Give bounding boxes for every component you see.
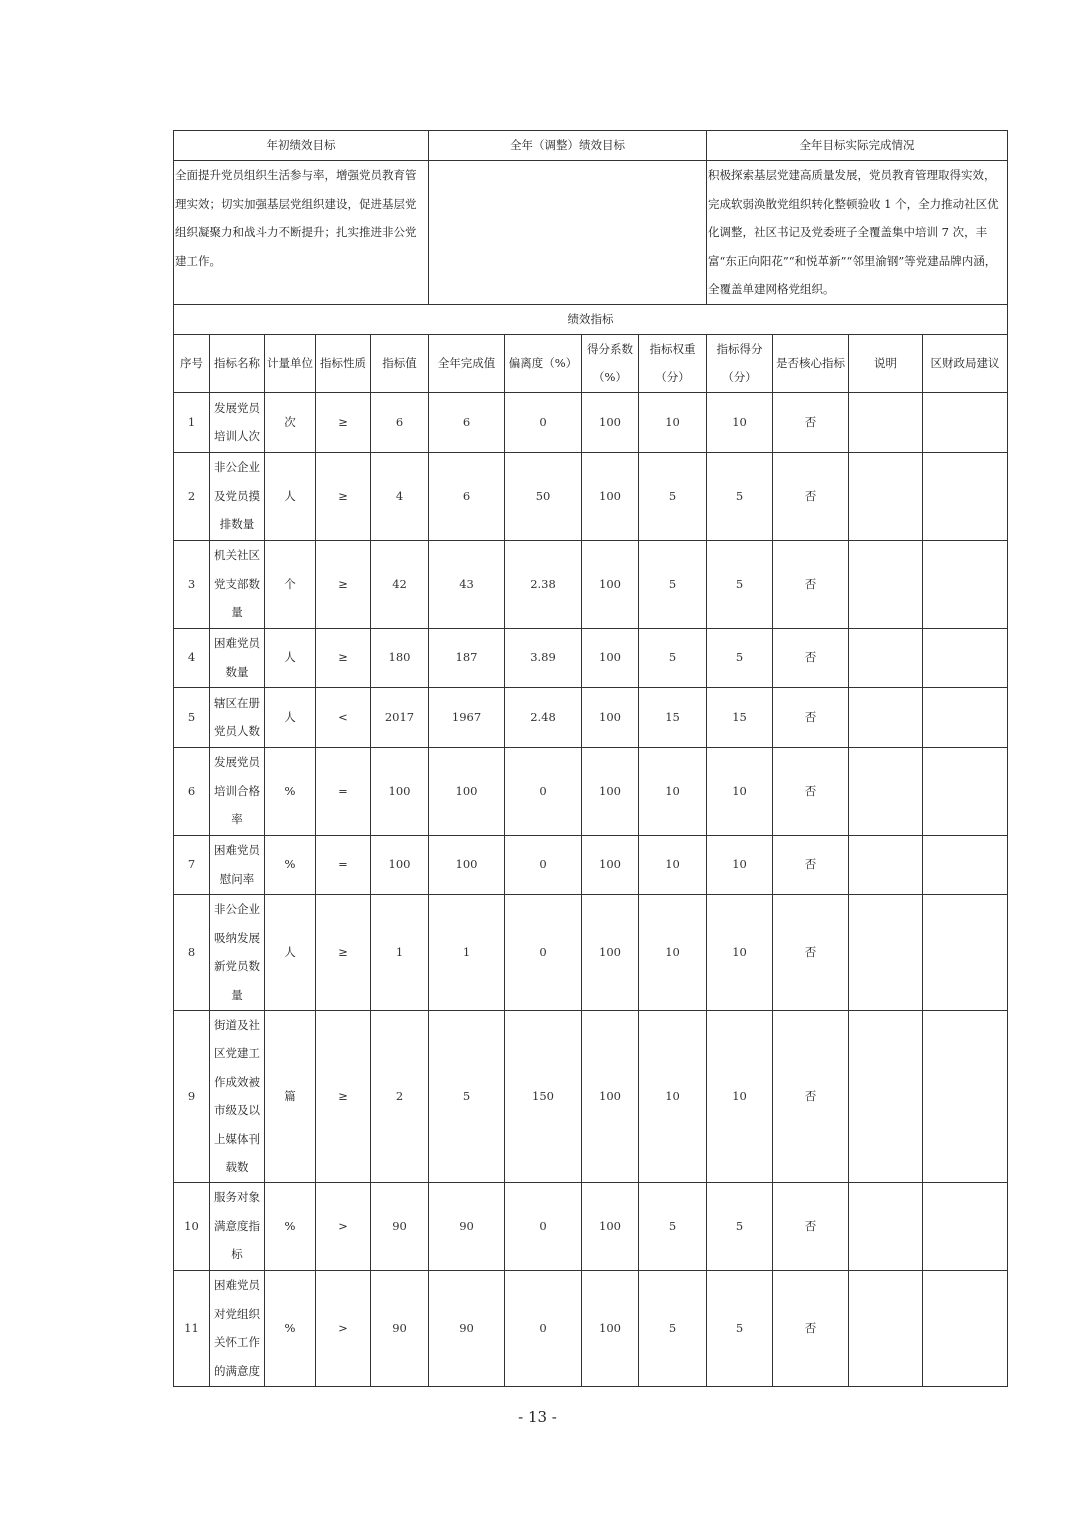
cell-coef: 100 (582, 392, 639, 452)
initial-goal-text: 全面提升党员组织生活参与率，增强党员教育管理实效；切实加强基层党组织建设，促进基层党组织凝聚力和战斗力不断提升；扎实推进非公党建工作。 (174, 161, 429, 305)
cell-nature: ≥ (316, 1010, 371, 1182)
cell-nature: = (316, 835, 371, 894)
table-row (174, 894, 1008, 1010)
cell-weight: 10 (639, 1010, 707, 1182)
cell-deviation: 0 (505, 747, 582, 835)
table-row (174, 628, 1008, 687)
col-header-core: 是否核心指标 (773, 334, 849, 392)
cell-weight: 15 (639, 687, 707, 747)
col-header-name: 指标名称 (210, 334, 265, 392)
cell-score: 10 (707, 835, 773, 894)
cell-score: 5 (707, 540, 773, 628)
col-header-note: 说明 (849, 334, 923, 392)
cell-deviation: 0 (505, 835, 582, 894)
cell-note (849, 835, 923, 894)
cell-core: 否 (773, 452, 849, 540)
col-header-target: 指标值 (371, 334, 429, 392)
col-header-seq: 序号 (174, 334, 210, 392)
cell-actual: 100 (429, 835, 505, 894)
table-row (174, 452, 1008, 540)
cell-deviation: 0 (505, 1270, 582, 1386)
cell-core: 否 (773, 540, 849, 628)
cell-coef: 100 (582, 1270, 639, 1386)
section-title-row (174, 304, 1008, 334)
cell-advice (923, 1270, 1008, 1386)
col-header-advice: 区财政局建议 (923, 334, 1008, 392)
cell-nature: ≥ (316, 392, 371, 452)
cell-actual: 1 (429, 894, 505, 1010)
cell-name: 机关社区党支部数量 (210, 540, 265, 628)
cell-core: 否 (773, 628, 849, 687)
cell-target: 6 (371, 392, 429, 452)
cell-advice (923, 894, 1008, 1010)
cell-target: 1 (371, 894, 429, 1010)
actual-completion-text: 积极探索基层党建高质量发展，党员教育管理取得实效，完成软弱涣散党组织转化整顿验收 1 个，全力推动社区优化调整，社区书记及党委班子全覆盖集中培训 7 次，丰富“东正向阳花”“和悦革新”“邻里渝钢”等党建品牌内涵，全覆盖单建网格党组织。 (707, 161, 1008, 305)
cell-coef: 100 (582, 747, 639, 835)
cell-nature: ≥ (316, 894, 371, 1010)
cell-score: 10 (707, 894, 773, 1010)
cell-note (849, 628, 923, 687)
cell-note (849, 1182, 923, 1270)
cell-advice (923, 628, 1008, 687)
cell-weight: 5 (639, 540, 707, 628)
cell-unit: 篇 (265, 1010, 316, 1182)
cell-coef: 100 (582, 452, 639, 540)
cell-seq: 10 (174, 1182, 210, 1270)
column-header-row (174, 334, 1008, 392)
cell-core: 否 (773, 687, 849, 747)
cell-nature: ≥ (316, 452, 371, 540)
cell-coef: 100 (582, 1010, 639, 1182)
cell-advice (923, 540, 1008, 628)
cell-weight: 10 (639, 747, 707, 835)
cell-coef: 100 (582, 894, 639, 1010)
cell-advice (923, 452, 1008, 540)
adjusted-goal-header: 全年（调整）绩效目标 (429, 131, 707, 161)
performance-table-body (174, 131, 1008, 1387)
cell-core: 否 (773, 1270, 849, 1386)
cell-deviation: 2.48 (505, 687, 582, 747)
cell-core: 否 (773, 1010, 849, 1182)
cell-core: 否 (773, 835, 849, 894)
cell-advice (923, 1182, 1008, 1270)
cell-actual: 90 (429, 1270, 505, 1386)
table-row (174, 835, 1008, 894)
cell-name: 发展党员培训合格率 (210, 747, 265, 835)
cell-target: 100 (371, 747, 429, 835)
table-row (174, 1010, 1008, 1182)
cell-advice (923, 392, 1008, 452)
cell-deviation: 150 (505, 1010, 582, 1182)
cell-unit: 个 (265, 540, 316, 628)
cell-coef: 100 (582, 628, 639, 687)
cell-seq: 6 (174, 747, 210, 835)
cell-name: 发展党员培训人次 (210, 392, 265, 452)
cell-unit: 次 (265, 392, 316, 452)
col-header-nature: 指标性质 (316, 334, 371, 392)
cell-unit: % (265, 1270, 316, 1386)
cell-weight: 10 (639, 894, 707, 1010)
cell-name: 困难党员对党组织关怀工作的满意度 (210, 1270, 265, 1386)
cell-coef: 100 (582, 687, 639, 747)
cell-deviation: 0 (505, 894, 582, 1010)
table-row (174, 1270, 1008, 1386)
cell-score: 15 (707, 687, 773, 747)
cell-name: 街道及社区党建工作成效被市级及以上媒体刊载数 (210, 1010, 265, 1182)
cell-target: 4 (371, 452, 429, 540)
cell-unit: 人 (265, 894, 316, 1010)
actual-completion-header: 全年目标实际完成情况 (707, 131, 1008, 161)
cell-target: 2 (371, 1010, 429, 1182)
cell-actual: 187 (429, 628, 505, 687)
cell-seq: 7 (174, 835, 210, 894)
table-row (174, 747, 1008, 835)
goal-content-row (174, 161, 1008, 305)
cell-note (849, 747, 923, 835)
cell-target: 90 (371, 1182, 429, 1270)
cell-actual: 100 (429, 747, 505, 835)
cell-advice (923, 687, 1008, 747)
cell-advice (923, 835, 1008, 894)
table-row (174, 687, 1008, 747)
cell-seq: 4 (174, 628, 210, 687)
cell-coef: 100 (582, 540, 639, 628)
cell-target: 100 (371, 835, 429, 894)
table-row (174, 540, 1008, 628)
cell-target: 180 (371, 628, 429, 687)
cell-name: 非公企业及党员摸排数量 (210, 452, 265, 540)
table-row (174, 392, 1008, 452)
performance-table (173, 130, 1008, 1387)
cell-core: 否 (773, 894, 849, 1010)
cell-deviation: 0 (505, 392, 582, 452)
col-header-actual: 全年完成值 (429, 334, 505, 392)
col-header-unit: 计量单位 (265, 334, 316, 392)
cell-seq: 8 (174, 894, 210, 1010)
cell-unit: 人 (265, 628, 316, 687)
cell-nature: ≥ (316, 540, 371, 628)
cell-note (849, 540, 923, 628)
col-header-coef: 得分系数（%） (582, 334, 639, 392)
cell-score: 5 (707, 628, 773, 687)
cell-unit: 人 (265, 687, 316, 747)
cell-advice (923, 1010, 1008, 1182)
cell-weight: 5 (639, 452, 707, 540)
cell-name: 服务对象满意度指标 (210, 1182, 265, 1270)
cell-actual: 90 (429, 1182, 505, 1270)
cell-note (849, 392, 923, 452)
cell-name: 辖区在册党员人数 (210, 687, 265, 747)
cell-target: 42 (371, 540, 429, 628)
table-row (174, 1182, 1008, 1270)
cell-deviation: 3.89 (505, 628, 582, 687)
cell-unit: % (265, 835, 316, 894)
section-title: 绩效指标 (174, 304, 1008, 334)
cell-nature: < (316, 687, 371, 747)
cell-coef: 100 (582, 1182, 639, 1270)
adjusted-goal-text (429, 161, 707, 305)
cell-note (849, 1270, 923, 1386)
cell-nature: > (316, 1270, 371, 1386)
cell-name: 困难党员数量 (210, 628, 265, 687)
cell-note (849, 687, 923, 747)
cell-actual: 43 (429, 540, 505, 628)
cell-score: 10 (707, 1010, 773, 1182)
cell-seq: 2 (174, 452, 210, 540)
cell-actual: 6 (429, 452, 505, 540)
cell-seq: 9 (174, 1010, 210, 1182)
cell-weight: 10 (639, 392, 707, 452)
cell-core: 否 (773, 747, 849, 835)
cell-seq: 3 (174, 540, 210, 628)
cell-score: 10 (707, 392, 773, 452)
cell-weight: 5 (639, 628, 707, 687)
cell-target: 2017 (371, 687, 429, 747)
cell-name: 困难党员慰问率 (210, 835, 265, 894)
cell-unit: 人 (265, 452, 316, 540)
cell-deviation: 0 (505, 1182, 582, 1270)
page-number: - 13 - (518, 1408, 557, 1426)
cell-coef: 100 (582, 835, 639, 894)
cell-weight: 10 (639, 835, 707, 894)
cell-weight: 5 (639, 1270, 707, 1386)
cell-unit: % (265, 747, 316, 835)
cell-score: 5 (707, 452, 773, 540)
cell-note (849, 452, 923, 540)
col-header-deviation: 偏离度（%） (505, 334, 582, 392)
cell-weight: 5 (639, 1182, 707, 1270)
cell-core: 否 (773, 1182, 849, 1270)
cell-name: 非公企业吸纳发展新党员数量 (210, 894, 265, 1010)
cell-note (849, 894, 923, 1010)
goal-header-row (174, 131, 1008, 161)
cell-deviation: 50 (505, 452, 582, 540)
cell-nature: > (316, 1182, 371, 1270)
cell-score: 10 (707, 747, 773, 835)
col-header-score: 指标得分（分） (707, 334, 773, 392)
cell-unit: % (265, 1182, 316, 1270)
cell-actual: 1967 (429, 687, 505, 747)
cell-core: 否 (773, 392, 849, 452)
cell-target: 90 (371, 1270, 429, 1386)
cell-nature: ≥ (316, 628, 371, 687)
initial-goal-header: 年初绩效目标 (174, 131, 429, 161)
cell-score: 5 (707, 1270, 773, 1386)
cell-seq: 1 (174, 392, 210, 452)
cell-deviation: 2.38 (505, 540, 582, 628)
cell-actual: 6 (429, 392, 505, 452)
cell-nature: = (316, 747, 371, 835)
cell-seq: 11 (174, 1270, 210, 1386)
col-header-weight: 指标权重（分） (639, 334, 707, 392)
cell-note (849, 1010, 923, 1182)
cell-score: 5 (707, 1182, 773, 1270)
cell-seq: 5 (174, 687, 210, 747)
cell-actual: 5 (429, 1010, 505, 1182)
cell-advice (923, 747, 1008, 835)
